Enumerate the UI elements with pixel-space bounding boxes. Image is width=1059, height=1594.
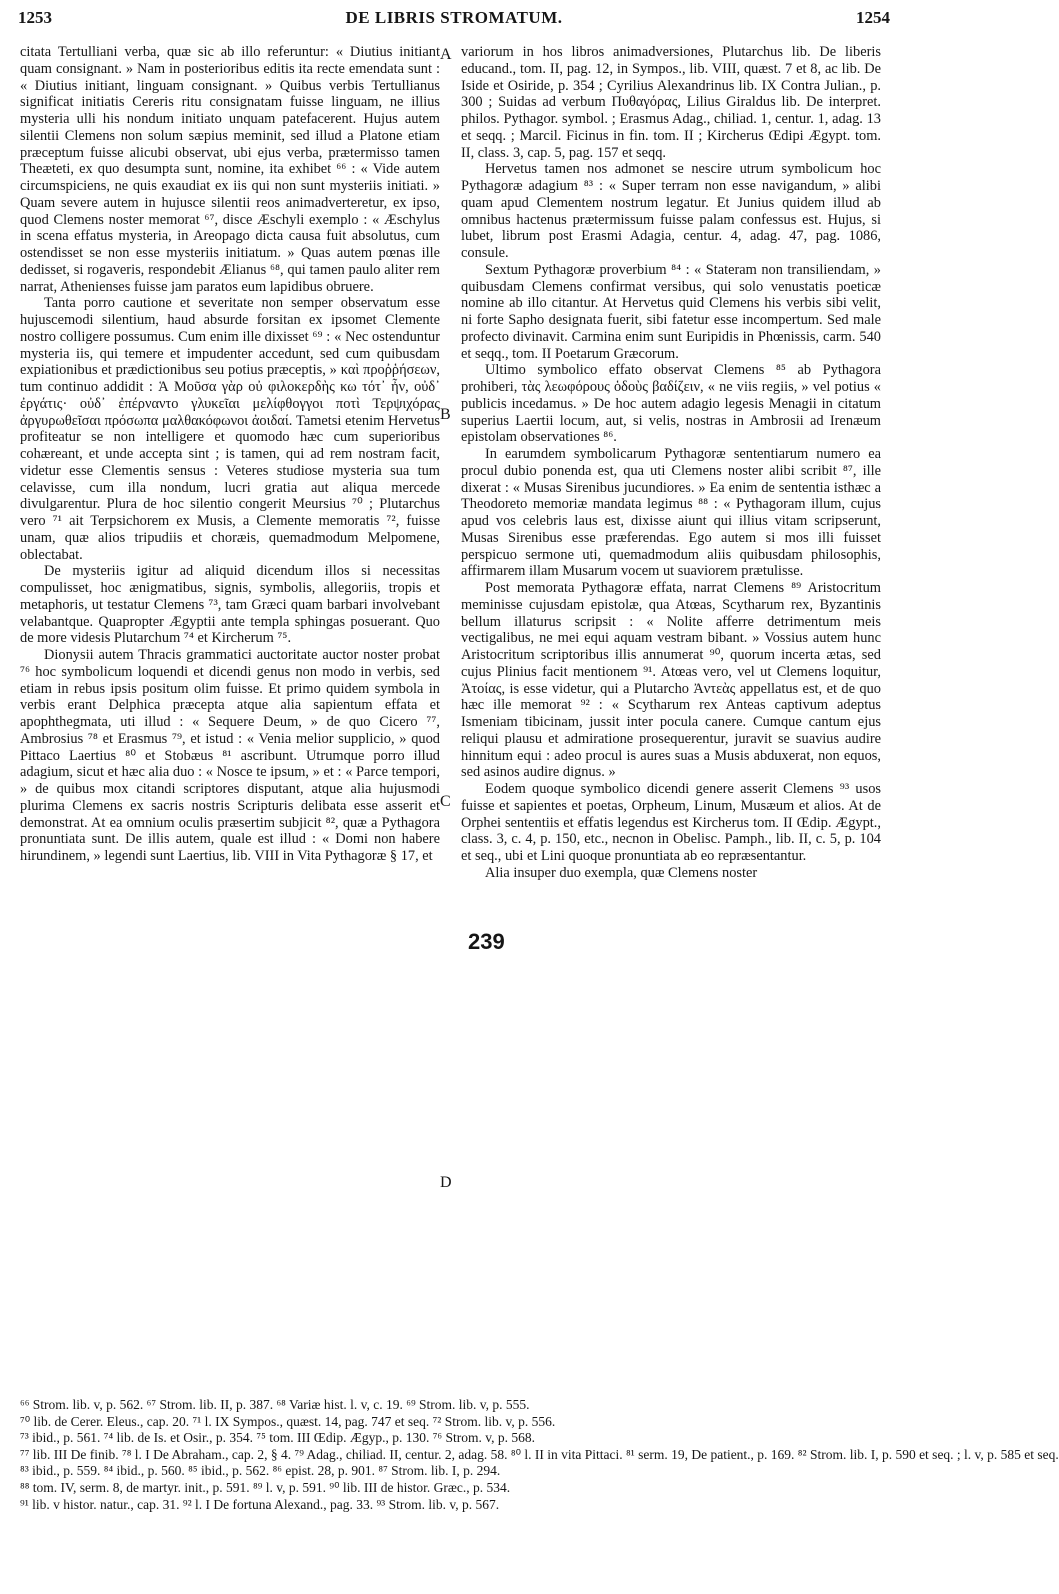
margin-marker-b: B xyxy=(440,406,451,423)
margin-marker-d: D xyxy=(440,1174,452,1191)
right-column xyxy=(461,44,881,882)
page-number-left: 1253 xyxy=(18,8,52,27)
running-title: DE LIBRIS STROMATUM. xyxy=(345,8,563,27)
footnote-line: ⁷⁷ lib. III De finib. ⁷⁸ l. I De Abraham., cap. 2, § 4. ⁷⁹ Adag., chiliad. II, centur. 2, adag. 58. ⁸⁰ l. II in vita Pittaci. ⁸¹ serm. 19, De patient., p. 169. ⁸² Strom. lib. I, p. 590 et seq. ; l. v, p. 585 et seq. xyxy=(20,1446,1059,1462)
footnote-line: ⁶⁶ Strom. lib. v, p. 562. ⁶⁷ Strom. lib. II, p. 387. ⁶⁸ Variæ hist. l. v, c. 19. ⁶⁹ Strom. lib. v, p. 555. xyxy=(20,1397,530,1412)
footnote-line: ⁷³ ibid., p. 561. ⁷⁴ lib. de Is. et Osir., p. 354. ⁷⁵ tom. III Œdip. Ægyp., p. 130. ⁷⁶ Strom. v, p. 568. xyxy=(20,1430,535,1446)
paragraph: variorum in hos libros animadversiones, Plutarchus lib. De liberis educand., tom. II, pag. 12, in Sympos., lib. VIII, quæst. 7 et 8, ac lib. De Iside et Osiride, p. 354 ; Cyrilius Alexandrinus lib. IX Contra Julian., p. 300 ; Suidas ad verbum Πυθαγόρας, Lilius Giraldus lib. De interpret. philos. Pythagor. symbol. ; Erasmus Adag., chiliad. 1, centur. 1, adag. 13 et seqq. ; Marcil. Ficinus in fin. tom. II ; Kircherus Œdipi Ægypt. tom. II, class. 3, cap. 5, pag. 157 et seqq. xyxy=(461,44,881,161)
footnote-line: ⁸⁸ tom. IV, serm. 8, de martyr. init., p. 591. ⁸⁹ l. v, p. 591. ⁹⁰ lib. III de histor. Græc., p. 534. xyxy=(20,1479,511,1495)
paragraph: Tanta porro cautione et severitate non semper observatum esse hujuscemodi silentium, haud absurde forsitan ex ipsomet Clemente nostro colligere possumus. Cum enim ille dixisset ⁶⁹ : « Nec ostenduntur mysteria iis, qui temere et impudenter accedunt, sed cum quibusdam expiationibus et prædictionibus seu potius præceptis, » καὶ προῤῥήσεων, tum continuo addidit : Ἁ Μοῦσα γὰρ οὐ φιλοκερδὴς κω τότ᾽ ἦν, οὐδ᾽ ἐργάτις· οὐδ᾽ ἐπέρναντο γλυκεῖαι μελίφθογγοι ποτὶ Τερψιχόρας ἀργυρωθεῖσαι πρόσωπα μαλθακόφωνοι ἀοιδαί. Tametsi etenim Hervetus profiteatur se non intelligere et quomodo hæc cum superioribus cohæreant, et unde accepta sint ; is tamen, qui ad rem nostram facit, videtur esse Clementis sensus : Veteres studiose mysteria sua tum celavisse, cum illa nondum, lucri gratia aut aliqua mercede divulgarentur. Plura de hoc silentio congerit Meursius ⁷⁰ ; Plutarchus vero ⁷¹ ait Terpsichorem ex Musis, a Clemente memoratis ⁷², fuisse unam, quæ alios tripudiis et choræis, quemadmodum Melpomene, oblectabat. xyxy=(20,295,440,563)
paragraph: Ultimo symbolico effato observat Clemens ⁸⁵ ab Pythagora prohiberi, τὰς λεωφόρους ὁδοὺς βαδίζειν, « ne viis regiis, » vel potius « publicis incedamus. » De hoc autem adagio legesis Menagii in citatum superius Laertii locum, aut, si velis, nostras in Ambrosii ad Irenæum epistolam observationes ⁸⁶. xyxy=(461,362,881,446)
paragraph: Hervetus tamen nos admonet se nescire utrum symbolicum hoc Pythagoræ adagium ⁸³ : « Super terram non esse navigandum, » alibi quam apud Clementem nostrum legatur. Et Junius quidem illud ab omnibus hactenus prætermissum fuisse palam confessus est. Hujus, si lubet, librum post Erasmi Adagia, centur. 4, adag. 47, pag. 1086, consule. xyxy=(461,161,881,261)
margin-marker-a: A xyxy=(440,46,452,63)
margin-marker-c: C xyxy=(440,793,451,810)
paragraph: In earumdem symbolicarum Pythagoræ sententiarum numero ea procul dubio ponenda est, qua uti Clemens noster alibi scribit ⁸⁷, ille dixerat : « Musas Sirenibus jucundiores. » Ea enim de sententia isthæc a Theodoreto memoriæ mandata legimus ⁸⁸ : « Pythagoram illum, cujus apud vos celebris laus est, dixisse aiunt qui illius vitam scripserunt, Musas Sirenibus esse præferendas. Ego autem si mos illi fuisset perspicuo sermone uti, quemadmodum aliis quibusdam philosophis, affirmarem illam Musarum vocem ut suaviorem prætulisse. xyxy=(461,446,881,580)
footnotes xyxy=(20,1397,1059,1513)
footnote-line: ⁸³ ibid., p. 559. ⁸⁴ ibid., p. 560. ⁸⁵ ibid., p. 562. ⁸⁶ epist. 28, p. 901. ⁸⁷ Strom. lib. I, p. 294. xyxy=(20,1463,501,1479)
paragraph: Sextum Pythagoræ proverbium ⁸⁴ : « Stateram non transiliendam, » quibusdam Clemens confirmat versibus, qui solo venustatis poeticæ nomine ab illo citantur. At Hervetus quid Clemens his verbis sibi velit, ni forte Sapho designata fuerit, sibi fatetur esse incompertum. Sed male profecto divinavit. Carmina enim sunt Euripidis in Phœnissis, carm. 540 et seqq., tom. II Poetarum Græcorum. xyxy=(461,261,881,362)
footnote-line: ⁷⁰ lib. de Cerer. Eleus., cap. 20. ⁷¹ l. IX Sympos., quæst. 14, pag. 747 et seq. ⁷² Strom. lib. v, p. 556. xyxy=(20,1413,556,1429)
paragraph: De mysteriis igitur ad aliquid dicendum illos si necessitas compulisset, hoc ænigmatibus, signis, symbolis, allegoriis, tropis et metaphoris, ut testatur Clemens ⁷³, tam Græci quam barbari involvebant velabantque. Quapropter Ægyptii ante templa sphingas posuerant. Quo de more videsis Plutarchum ⁷⁴ et Kircherum ⁷⁵. xyxy=(20,563,440,647)
running-header xyxy=(18,8,890,32)
left-column xyxy=(20,44,440,865)
column-page-number: 239 xyxy=(468,929,505,954)
page-number-right: 1254 xyxy=(856,8,890,27)
paragraph: Eodem quoque symbolico dicendi genere asserit Clemens ⁹³ usos fuisse et sapientes et poetas, Orpheum, Linum, Musæum et alios. At de Orphei sententiis et effatis legendus est Kircherus tom. II Œdip. Ægypt., class. 3, c. 4, p. 150, etc., necnon in Obelisc. Pamph., lib. II, c. 5, p. 104 et seq., ubi et Lini quoque pronuntiata ab eo repræsentantur. xyxy=(461,781,881,864)
paragraph: citata Tertulliani verba, quæ sic ab illo referuntur: « Diutius initiant quam consignant. » Nam in posterioribus editis ita recte emendata sunt : « Diutius initiant, linguam consignant. » Quibus verbis Tertullianus significat initiatis Cereris ritu consignatam fuisse linguam, ne illius mysteria ulli his nondum initiato unquam patefacerent. Hujus autem silentii Clemens non solum sæpius meminit, sed illud a Platone etiam præceptum fuisse alicubi observat, ubi ejus verba, prætermisso tamen Theæteti, ex quo desumpta sunt, nomine, ita exhibet ⁶⁶ : « Vide autem circumspiciens, ne quis exaudiat ex iis qui non sunt mysteriis initiati. » Quam severe autem in hujusce silentii reos animadverteretur, ex ipso, quod Clemens noster memorat ⁶⁷, disce Æschyli exemplo : « Æschylus in scena effatus mysteria, in Areopago dicta causa fuit absolutus, cum ostendisset se non esse mysteriis initiatum. » Quas autem pœnas ille dedisset, si rogaveris, respondebit Ælianus ⁶⁸, qui tamen paulo aliter rem narrat, Athenienses fuisse jam paratos eum lapidibus obruere. xyxy=(20,44,440,295)
paragraph: Dionysii autem Thracis grammatici auctoritate auctor noster probat ⁷⁶ hoc symbolicum loquendi et dicendi genus non modo in verbis, sed etiam in rebus ipsis positum olim fuisse. Et primo quidem symbola in verbis erant Delphica præcepta atque alia sapientum effata et apophthegmata, uti illud : « Sequere Deum, » de quo Cicero ⁷⁷, Ambrosius ⁷⁸ et Erasmus ⁷⁹, et istud : « Venia melior supplicio, » quod Pittaco Laertius ⁸⁰ et Stobæus ⁸¹ ascribunt. Utrumque porro illud adagium, sicut et hæc alia duo : « Nosce te ipsum, » et : « Parce tempori, » de quibus mox citandi scriptores disputant, atque alia hujusmodi plurima Clemens ex sacris nostris Scripturis delibata esse asserit et demonstrat. At ea omnium oculis præsertim subjicit ⁸², quæ a Pythagora pronuntiata sunt. De illis autem, quale est illud : « Domi non habere hirundinem, » legendi sunt Laertius, lib. VIII in Vita Pythagoræ § 17, et xyxy=(20,647,440,864)
footnote-line: ⁹¹ lib. v histor. natur., cap. 31. ⁹² l. I De fortuna Alexand., pag. 33. ⁹³ Strom. lib. v, p. 567. xyxy=(20,1496,500,1512)
paragraph: Post memorata Pythagoræ effata, narrat Clemens ⁸⁹ Aristocritum meminisse cujusdam epistolæ, qua Atœas, Scytharum rex, Byzantinis bellum illaturus scripsit : « Nolite afferre detrimentum meis vectigalibus, ne mei equi aquam vestram bibant. » Vossius autem hunc Aristocritum scriptoribus illis annumerat ⁹⁰, quorum incerta ætas, sed cujus Plinius facit mentionem ⁹¹. Atœas vero, vel ut Clemens loquitur, Ἀτοίας, is esse videtur, qui a Plutarcho Ἀντεὰς appellatus est, et de quo hæc ille memorat ⁹² : « Scytharum rex Anteas captivum adeptus Ismeniam tibicinam, jussit inter pocula canere. Cumque cantum ejus reliqui plausu et admiratione prosequerentur, juravit se suavius audire hinnitum equi : adeo procul is aures suas a Musis abduxerat, non equos, sed asinos audire dignus. » xyxy=(461,580,881,781)
paragraph: Alia insuper duo exempla, quæ Clemens noster xyxy=(485,864,758,881)
